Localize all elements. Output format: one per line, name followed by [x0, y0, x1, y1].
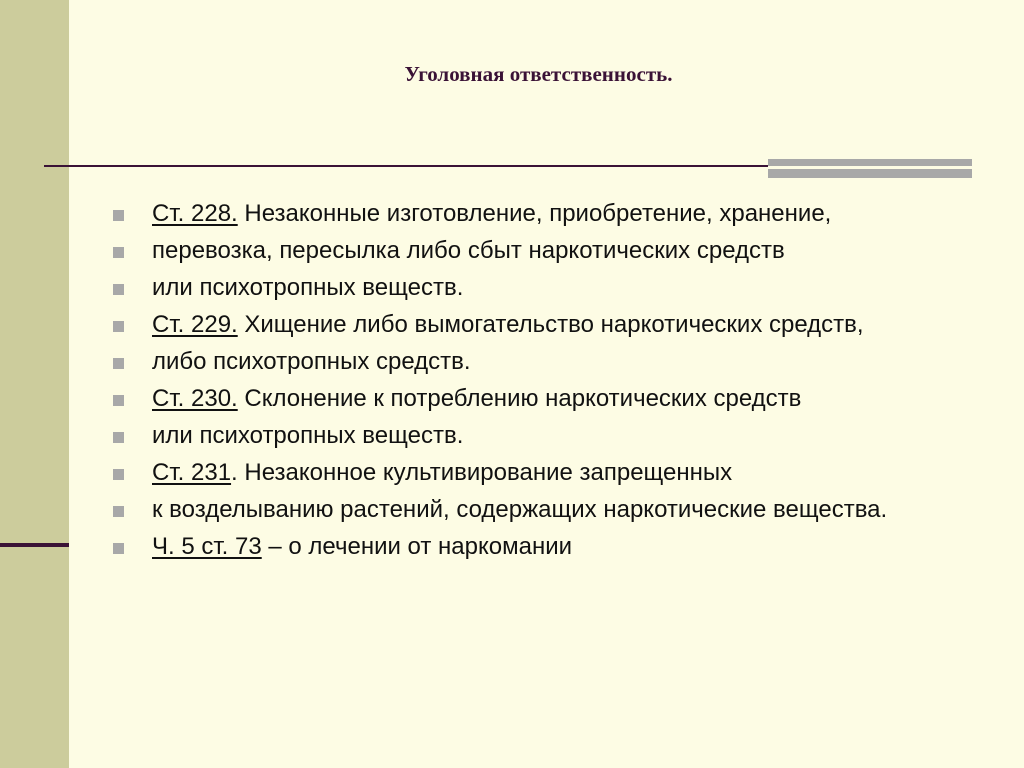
bullet-item-9: [113, 496, 993, 524]
bullet-text: или психотропных веществ.: [152, 274, 464, 301]
square-bullet-icon: [113, 284, 124, 295]
bullet-item-1: [113, 200, 993, 228]
square-bullet-icon: [113, 432, 124, 443]
bullet-item-2: [113, 237, 993, 265]
square-bullet-icon: [113, 358, 124, 369]
bullet-text: Незаконные изготовление, приобретение, хранение,: [237, 200, 832, 227]
square-bullet-icon: [113, 247, 124, 258]
accent-stripe-top: [768, 159, 972, 166]
article-reference: Ст. 230.: [152, 385, 238, 412]
bullet-item-4: [113, 311, 993, 339]
title-accent-bar: [768, 159, 972, 178]
title-divider: [44, 165, 768, 167]
square-bullet-icon: [113, 506, 124, 517]
square-bullet-icon: [113, 543, 124, 554]
article-reference: Ст. 231: [152, 459, 232, 486]
bullet-text: – о лечении от наркомании: [261, 533, 573, 560]
slide-title: Уголовная ответственность.: [404, 62, 673, 86]
accent-stripe-bottom: [768, 169, 972, 178]
square-bullet-icon: [113, 469, 124, 480]
article-reference: Ст. 228.: [152, 200, 238, 227]
bullet-text: . Незаконное культивирование запрещенных: [231, 459, 733, 486]
square-bullet-icon: [113, 210, 124, 221]
side-decoration-band: [0, 0, 69, 768]
side-decoration-line: [0, 543, 69, 547]
bullet-text: к возделыванию растений, содержащих наркотические вещества.: [152, 496, 888, 523]
bullet-text: или психотропных веществ.: [152, 422, 464, 449]
bullet-item-5: [113, 348, 993, 376]
bullet-item-7: [113, 422, 993, 450]
bullet-list: [113, 200, 993, 570]
bullet-item-10: [113, 533, 993, 561]
bullet-text: либо психотропных средств.: [152, 348, 471, 375]
square-bullet-icon: [113, 395, 124, 406]
bullet-text: Склонение к потреблению наркотических средств: [237, 385, 802, 412]
bullet-item-6: [113, 385, 993, 413]
bullet-text: Хищение либо вымогательство наркотических средств,: [237, 311, 864, 338]
bullet-item-3: [113, 274, 993, 302]
bullet-item-8: [113, 459, 993, 487]
bullet-text: перевозка, пересылка либо сбыт наркотических средств: [152, 237, 785, 264]
article-reference: Ст. 229.: [152, 311, 238, 338]
square-bullet-icon: [113, 321, 124, 332]
article-reference: Ч. 5 ст. 73: [152, 533, 262, 560]
